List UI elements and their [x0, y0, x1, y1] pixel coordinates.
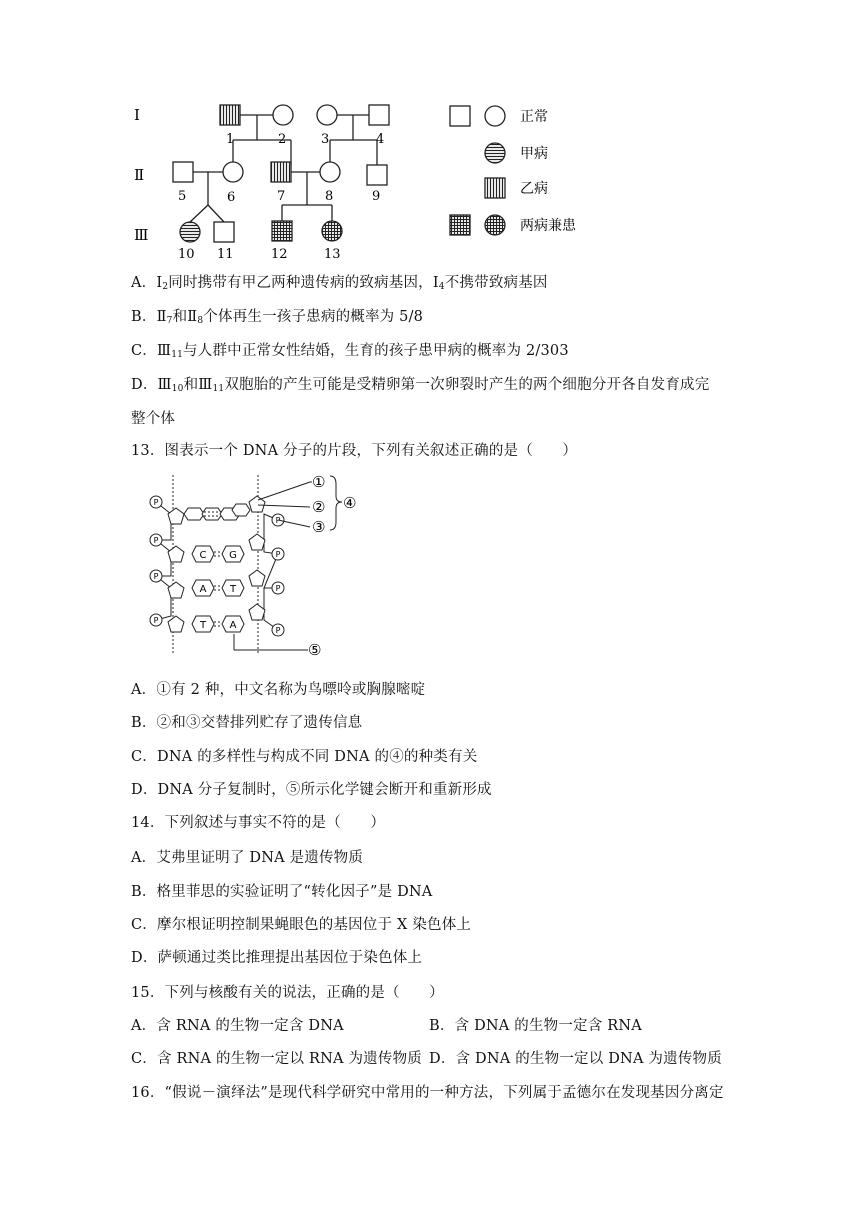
- q15-option-d: D．含 DNA 的生物一定以 DNA 为遗传物质: [429, 1051, 722, 1067]
- legend-both-square: [450, 215, 470, 235]
- phosphate-label-r2: P: [275, 550, 281, 559]
- legend-both-circle: [485, 215, 505, 235]
- q14-option-d: D．萨顿通过类比推理提出基因位于染色体上: [131, 950, 423, 966]
- num-8: 8: [325, 189, 334, 204]
- num-7: 7: [277, 189, 286, 204]
- sugar-right-3: [249, 570, 265, 586]
- q15-stem: 15．下列与核酸有关的说法，正确的是（ ）: [131, 985, 444, 1001]
- q12-option-c: C．$Ⅲ_{11}$与人群中正常女性结婚，生育的孩子患甲病的概率为 2/303: [131, 343, 569, 360]
- sugar-right-4: [249, 604, 265, 620]
- q13-option-b: B．②和③交替排列贮存了遗传信息: [131, 715, 363, 731]
- q13-option-d: D．DNA 分子复制时，⑤所示化学键会断开和重新形成: [131, 782, 492, 798]
- num-3: 3: [321, 132, 330, 147]
- base-label-g: G: [229, 550, 237, 561]
- dna-fragment-diagram: [140, 470, 370, 660]
- num-13: 13: [324, 247, 341, 262]
- phosphate-label-r1: P: [275, 516, 281, 525]
- num-12: 12: [271, 247, 288, 262]
- q13-option-a: A．①有 2 种，中文名称为鸟嘌呤或胸腺嘧啶: [131, 682, 426, 698]
- pedigree-diagram: [120, 95, 600, 265]
- sugar-right-2: [249, 534, 265, 550]
- legend-both-label: 两病兼患: [520, 218, 576, 234]
- legend-normal-label: 正常: [520, 109, 548, 125]
- q12-option-d-continued: 整个体: [131, 411, 176, 427]
- base-label-c: C: [199, 550, 207, 561]
- individual-2: [273, 105, 293, 125]
- phosphate-label-l1: P: [153, 498, 159, 507]
- sugar-left-2: [168, 546, 184, 562]
- individual-1: [220, 105, 240, 125]
- q14-option-a: A．艾弗里证明了 DNA 是遗传物质: [131, 850, 364, 866]
- phosphate-label-r3: P: [275, 584, 281, 593]
- gen-label-2: Ⅱ: [134, 166, 145, 184]
- num-6: 6: [227, 190, 236, 205]
- q15-option-c: C．含 RNA 的生物一定以 RNA 为遗传物质: [131, 1051, 422, 1067]
- num-2: 2: [278, 132, 287, 147]
- num-10: 10: [178, 247, 195, 262]
- legend-normal-circle: [485, 106, 505, 126]
- q14-option-c: C．摩尔根证明控制果蝇眼色的基因位于 X 染色体上: [131, 917, 472, 933]
- base-label-t2: T: [199, 620, 207, 631]
- individual-4: [369, 105, 389, 125]
- marker-5: ⑤: [308, 641, 322, 659]
- gen-label-3: Ⅲ: [134, 226, 149, 244]
- individual-5: [173, 162, 193, 182]
- phosphate-label-r4: P: [275, 626, 281, 635]
- num-4: 4: [376, 132, 385, 147]
- sugar-left-1: [168, 508, 184, 524]
- q12-option-d: D．$Ⅲ_{10}$和$Ⅲ_{11}$双胞胎的产生可能是受精卵第一次卵裂时产生的两个细胞分开各自发育成完: [131, 377, 710, 394]
- q13-stem: 13．图表示一个 DNA 分子的片段，下列有关叙述正确的是（ ）: [131, 443, 578, 459]
- base-label-a2: A: [229, 620, 237, 631]
- individual-10: [180, 222, 200, 242]
- phosphate-label-l2: P: [153, 536, 159, 545]
- individual-12: [272, 221, 292, 241]
- base-top-left-1: [184, 508, 204, 520]
- base-top-left-2: [202, 508, 222, 520]
- q14-option-b: B．格里菲思的实验证明了“转化因子”是 DNA: [131, 884, 433, 900]
- q14-stem: 14．下列叙述与事实不符的是（ ）: [131, 815, 386, 831]
- num-9: 9: [372, 189, 381, 204]
- num-5: 5: [178, 189, 187, 204]
- phosphate-label-l4: P: [153, 616, 159, 625]
- q12-option-a: A．$Ⅰ_2$同时携带有甲乙两种遗传病的致病基因，$Ⅰ_4$不携带致病基因: [131, 275, 548, 292]
- marker-1: ①: [312, 473, 326, 491]
- marker-4: ④: [343, 494, 357, 512]
- marker-2: ②: [312, 498, 326, 516]
- num-11: 11: [217, 247, 234, 262]
- legend-disease-b-square: [485, 178, 505, 198]
- base-label-a: A: [199, 584, 207, 595]
- individual-13: [322, 221, 342, 241]
- sugar-left-4: [168, 616, 184, 632]
- q15-option-b: B．含 DNA 的生物一定含 RNA: [429, 1018, 642, 1034]
- sugar-left-3: [168, 582, 184, 598]
- individual-7: [271, 162, 291, 182]
- legend-normal-square: [450, 106, 470, 126]
- individual-6: [223, 162, 243, 182]
- legend-disease-a-circle: [485, 143, 505, 163]
- phosphate-label-l3: P: [153, 572, 159, 581]
- legend-disease-b-label: 乙病: [520, 181, 548, 197]
- q15-option-a: A．含 RNA 的生物一定含 DNA: [131, 1018, 344, 1034]
- individual-9: [367, 165, 387, 185]
- marker-3: ③: [312, 518, 326, 536]
- q16-stem: 16．“假说－演绎法”是现代科学研究中常用的一种方法，下列属于孟德尔在发现基因分离定: [131, 1085, 724, 1101]
- base-top-right-2: [232, 504, 250, 516]
- individual-11: [214, 222, 234, 242]
- q12-option-b: B．$Ⅱ_7$和$Ⅱ_8$个体再生一孩子患病的概率为 5/8: [131, 309, 424, 326]
- legend-disease-a-label: 甲病: [520, 146, 548, 162]
- individual-8: [320, 162, 340, 182]
- gen-label-1: Ⅰ: [134, 106, 140, 124]
- q13-option-c: C．DNA 的多样性与构成不同 DNA 的④的种类有关: [131, 749, 478, 765]
- base-label-t: T: [229, 584, 237, 595]
- num-1: 1: [226, 132, 235, 147]
- individual-3: [317, 105, 337, 125]
